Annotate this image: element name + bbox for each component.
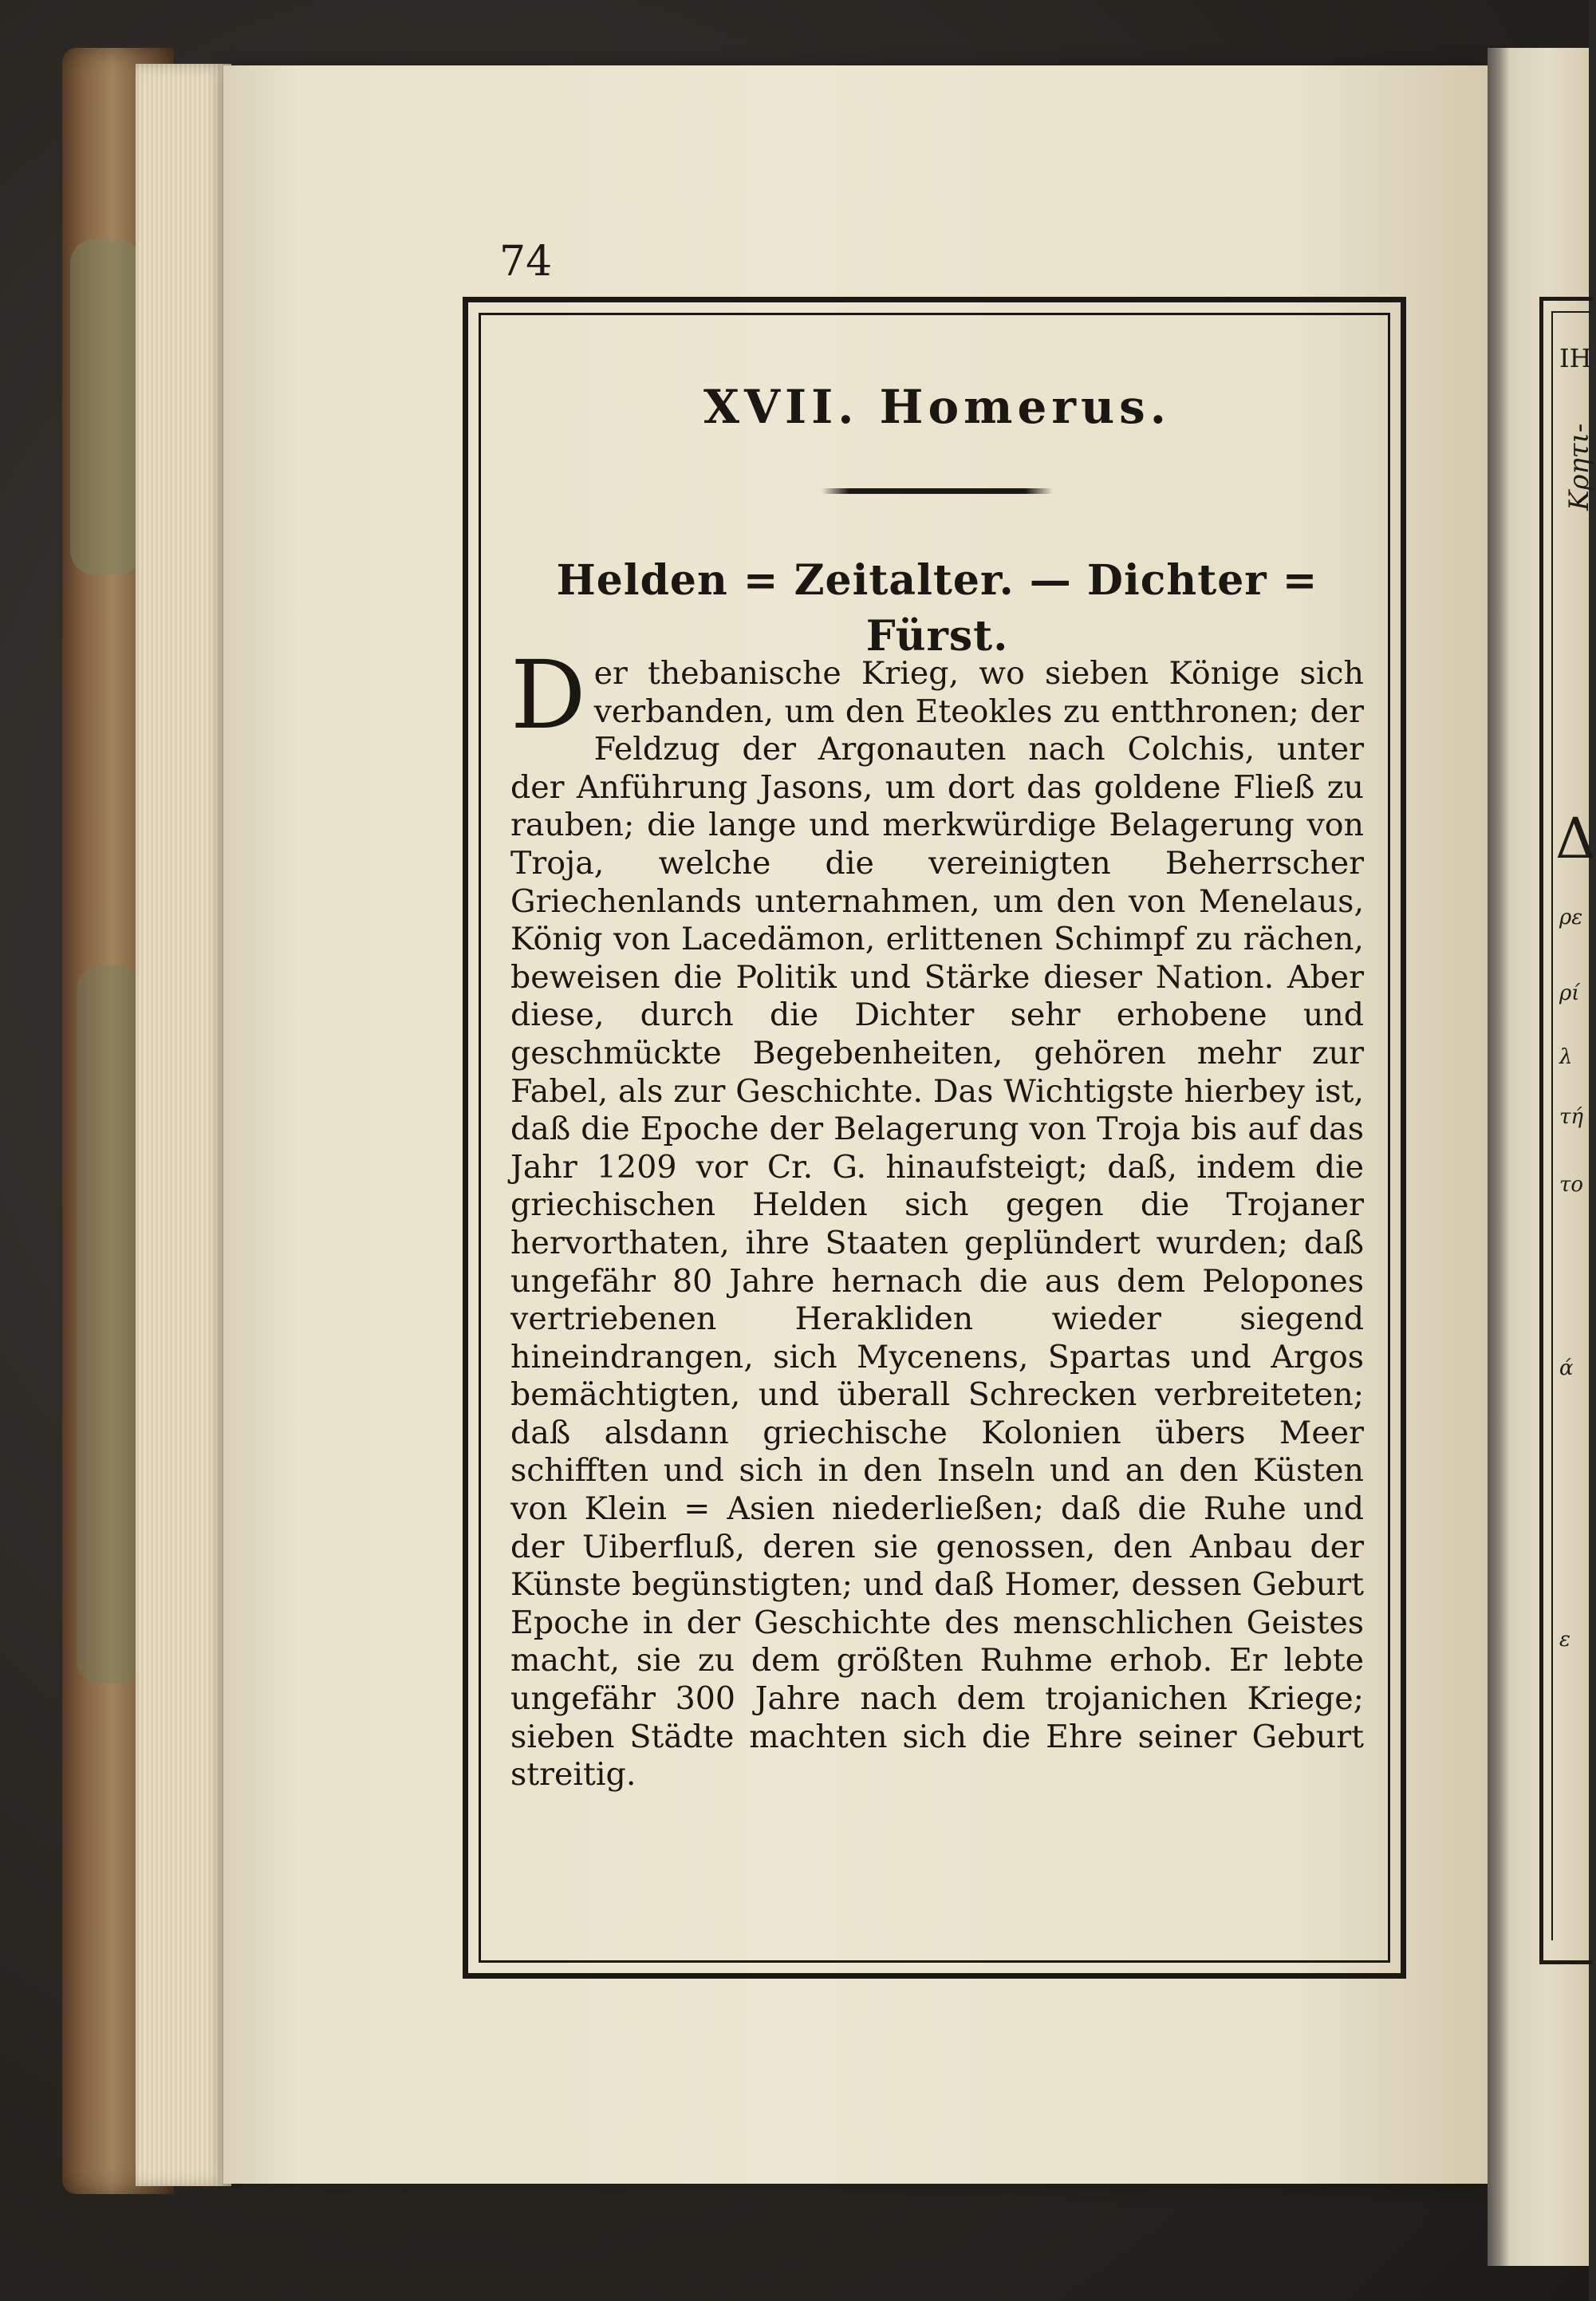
chapter-subtitle: Helden = Zeitalter. — Dichter = Fürst.	[556, 556, 1318, 661]
body-text: er thebanische Krieg, wo sieben Könige sich verbanden, um den Eteokles zu entthronen; der Feldzug der Argonauten nach Colchis, unter der Anführung Jasons, um dort das goldene Fließ zu rauben; die lange und merkwürdige Belagerung von Troja, welche die vereinigten Beherrscher Griechenlands unternahmen, um den von Menelaus, König von Lacedämon, erlittenen Schimpf zu rächen, beweisen die Politik und Stärke dieser Nation. Aber diese, durch die Dichter sehr erhobene und geschmückte Begebenheiten, gehören mehr zur Fabel, als zur Geschichte. Das Wichtigste hierbey ist, daß die Epoche der Belagerung von Troja bis auf das Jahr 1209 vor Cr. G. hinaufsteigt; daß, indem die griechischen Helden sich gegen die Trojaner hervorthaten, ihre Staaten geplündert wurden; daß ungefähr 80 Jahre hernach die aus dem Pelopones vertriebenen Herakliden wieder siegend hineindrangen, sich Mycenens, Spartas und Argos bemächtigten, und überall Schrecken verbreiteten; daß alsdann griechische Kolonien übers Meer schifften und sich in den Inseln und an den Küsten von Klein = Asien niederließen; daß die Ruhe und der Uiberfluß, deren sie genossen, den Anbau der Künste begünstigten; und daß Homer, dessen Geburt Epoche in der Geschichte des menschlichen Geistes macht, sie zu dem größten Ruhme erhob. Er lebte ungefähr 300 Jahre nach dem trojanichen Kriege; sieben Städte machten sich die Ehre seiner Geburt streitig.	[510, 655, 1364, 1794]
chapter-title: XVII. Homerus.	[703, 380, 1171, 434]
cover-wear-mark	[77, 965, 140, 1683]
facing-page-initial: Δ	[1555, 806, 1596, 871]
ornamental-rule	[822, 488, 1053, 494]
facing-page-line-fragment: ρε	[1559, 906, 1583, 929]
facing-page-line-fragment: ρί	[1559, 981, 1580, 1005]
facing-page-line-fragment: ά	[1559, 1356, 1574, 1380]
page-block-edges	[136, 64, 231, 2186]
facing-page-greek-fragment: Κρητι-	[1563, 423, 1595, 511]
page-content	[510, 375, 1364, 1825]
facing-page-line-fragment: τή	[1559, 1105, 1583, 1129]
facing-page-line-fragment: λ	[1559, 1045, 1573, 1069]
facing-page-header: IH	[1559, 343, 1592, 373]
page-number: 74	[499, 238, 553, 286]
cover-wear-mark	[70, 239, 142, 574]
facing-page-line-fragment: ε	[1559, 1628, 1570, 1652]
facing-page-line-fragment: το	[1559, 1173, 1584, 1197]
body-paragraph	[510, 640, 1364, 1794]
drop-cap: D	[510, 640, 586, 750]
